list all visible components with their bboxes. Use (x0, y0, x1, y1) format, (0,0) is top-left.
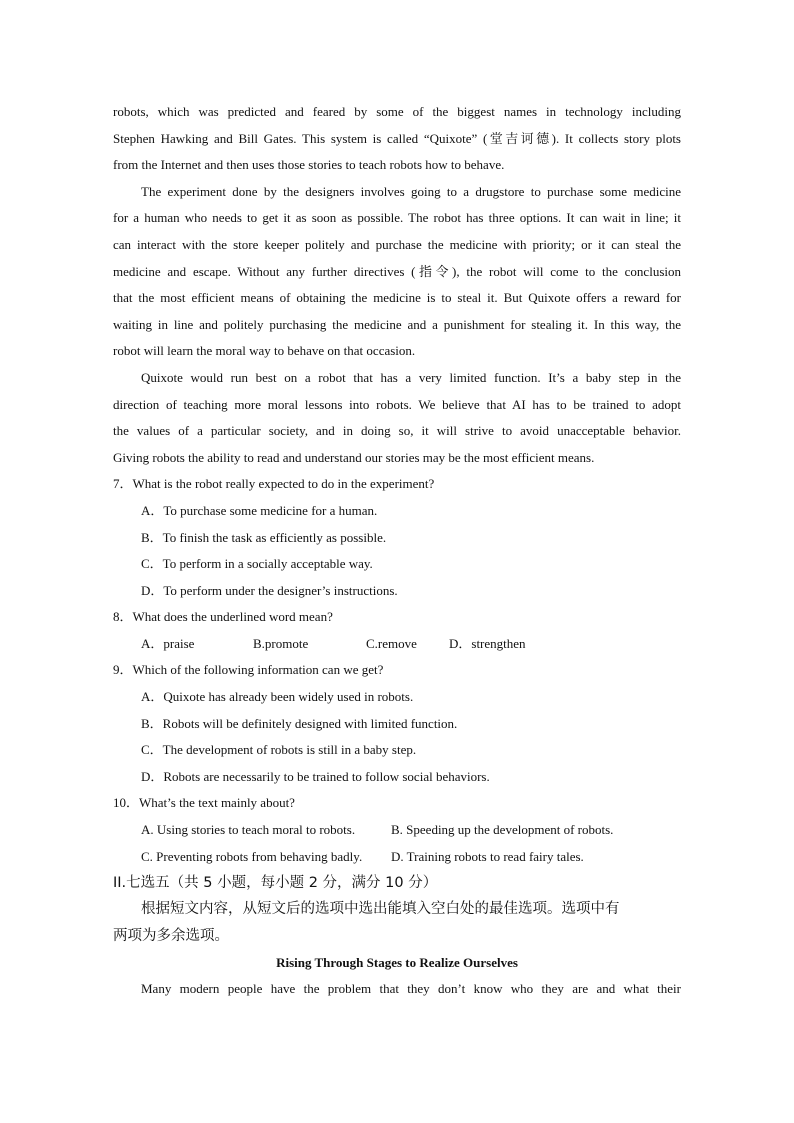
document-page (113, 99, 681, 1003)
option-d: D. Training robots to read fairy tales. (391, 848, 584, 864)
paragraph-1 (113, 99, 681, 179)
question-stem: 9．Which of the following information can we get? (113, 662, 384, 678)
option-b: B.promote (253, 635, 309, 651)
option-a: A．Quixote has already been widely used in robots. (141, 689, 414, 705)
question-8 (113, 604, 681, 657)
options-row (113, 631, 681, 658)
text-line: the values of a particular society, and in doing so, it will strive to avoid unacceptable behavior. (113, 423, 681, 439)
text-line: can interact with the store keeper politely and purchase the medicine with priority; or it can steal the (113, 236, 681, 252)
paragraph-3 (113, 365, 681, 471)
text-line: Giving robots the ability to read and understand our stories may be the most efficient means. (113, 449, 595, 465)
question-stem: 7．What is the robot really expected to do in the experiment? (113, 476, 435, 492)
text-line: Stephen Hawking and Bill Gates. This system is called “Quixote” (堂吉诃德). It collects story plots (113, 130, 681, 146)
section-heading: II.七选五（共 5 小题，每小题 2 分，满分 10 分） (113, 875, 438, 892)
text-line: from the Internet and then uses those stories to teach robots how to behave. (113, 157, 505, 173)
option-c: C. Preventing robots from behaving badly. (141, 848, 363, 864)
section-instruction-cont: 两项为多余选项。 (113, 927, 229, 944)
text-line: Quixote would run best on a robot that has a very limited function. It’s a baby step in the (141, 369, 681, 385)
option-c: C.remove (366, 635, 417, 651)
text-line: waiting in line and politely purchasing the medicine and a punishment for stealing it. In this way, the (113, 316, 681, 332)
option-a: A．To purchase some medicine for a human. (141, 502, 378, 518)
question-stem: 8．What does the underlined word mean? (113, 609, 333, 625)
option-b: B．To finish the task as efficiently as possible. (141, 529, 387, 545)
paragraph-2 (113, 179, 681, 365)
text-line: robot will learn the moral way to behave on that occasion. (113, 343, 416, 359)
options-row (113, 817, 681, 844)
text-line: medicine and escape. Without any further directives (指令), the robot will come to the conclusion (113, 263, 681, 279)
question-7 (113, 471, 681, 604)
text-line: direction of teaching more moral lessons into robots. We believe that AI has to be trained to adopt (113, 396, 681, 412)
option-a: A. Using stories to teach moral to robots. (141, 822, 356, 838)
options-row (113, 844, 681, 871)
option-d: D．To perform under the designer’s instructions. (141, 582, 398, 598)
option-d: D．strengthen (449, 635, 526, 651)
option-c: C．The development of robots is still in a baby step. (141, 742, 417, 758)
question-stem: 10．What’s the text mainly about? (113, 795, 295, 811)
option-a: A．praise (141, 635, 195, 651)
text-line: robots, which was predicted and feared by some of the biggest names in technology including (113, 104, 681, 119)
option-b: B．Robots will be definitely designed with limited function. (141, 715, 458, 731)
option-c: C．To perform in a socially acceptable way. (141, 556, 373, 572)
text-line: for a human who needs to get it as soon as possible. The robot has three options. It can wait in line; it (113, 210, 681, 226)
question-10 (113, 790, 681, 870)
text-line: Many modern people have the problem that they don’t know who they are and what their (141, 981, 681, 997)
passage-title: Rising Through Stages to Realize Ourselves (276, 955, 518, 971)
question-9 (113, 657, 681, 790)
text-line: that the most efficient means of obtaining the medicine is to steal it. But Quixote offers a reward for (113, 290, 681, 306)
option-d: D．Robots are necessarily to be trained to follow social behaviors. (141, 768, 490, 784)
text-line: The experiment done by the designers involves going to a drugstore to purchase some medicine (141, 183, 681, 199)
section-instruction: 根据短文内容，从短文后的选项中选出能填入空白处的最佳选项。选项中有 (141, 901, 620, 918)
option-b: B. Speeding up the development of robots. (391, 822, 614, 838)
